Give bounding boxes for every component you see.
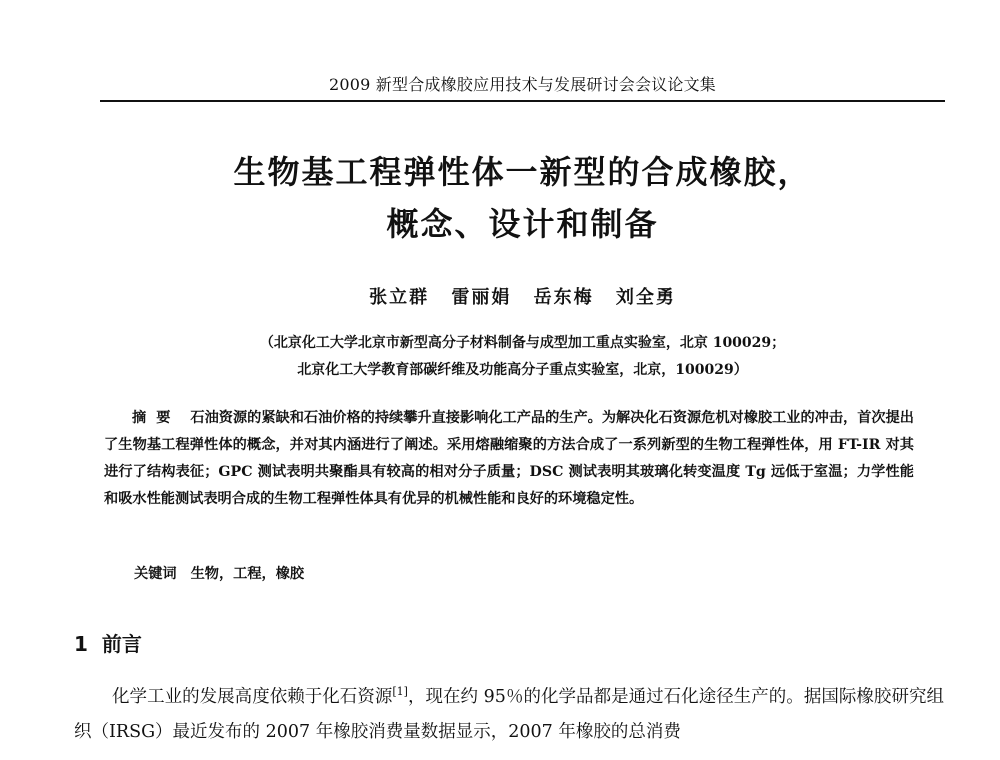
running-header: 2009 新型合成橡胶应用技术与发展研讨会会议论文集 (328, 75, 716, 94)
section-number: 1 (74, 632, 88, 656)
affiliation-line2: 北京化工大学教育部碳纤维及功能高分子重点实验室，北京，100029） (297, 362, 748, 378)
citation-ref: [1] (392, 685, 408, 699)
abstract (104, 405, 914, 513)
abstract-text: 石油资源的紧缺和石油价格的持续攀升直接影响化工产品的生产。为解决化石资源危机对橡胶工业的冲击，首次提出了生物基工程弹性体的概念，并对其内涵进行了阐述。采用熔融缩聚的方法合成了一系列新型的生物工程弹性体，用 FT-IR 对其进行了结构表征；GPC 测试表明共聚酯具有较高的相对分子质量；DSC 测试表明其玻璃化转变温度 Tg 远低于室温；力学性能和吸水性能测试表明合成的生物工程弹性体具有优异的机械性能和良好的环境稳定性。 (104, 410, 914, 507)
abstract-label: 摘要 (132, 410, 181, 426)
keywords-text: 生物，工程，橡胶 (190, 566, 305, 582)
author-list: 张立群 雷丽娟 岳东梅 刘全勇 (369, 287, 676, 308)
paragraph-rest: ，现在约 95％的化学品都是通过石化途径生产的。据国际橡胶研究组织（IRSG）最近发布的 2007 年橡胶消费量数据显示，2007 年橡胶的总消费 (74, 687, 944, 742)
header-rule (100, 100, 945, 102)
section-title: 前言 (101, 632, 142, 656)
paper-title-line2: 概念、设计和制备 (386, 205, 659, 243)
paper-title-line1: 生物基工程弹性体一新型的合成橡胶， (233, 153, 812, 191)
paragraph-start: 化学工业的发展高度依赖于化石资源 (112, 687, 393, 707)
section-heading (74, 628, 142, 657)
intro-paragraph (74, 680, 944, 750)
keywords (134, 563, 304, 583)
keywords-label: 关键词 (134, 566, 177, 582)
affiliation-line1: （北京化工大学北京市新型高分子材料制备与成型加工重点实验室，北京 100029； (259, 335, 786, 351)
